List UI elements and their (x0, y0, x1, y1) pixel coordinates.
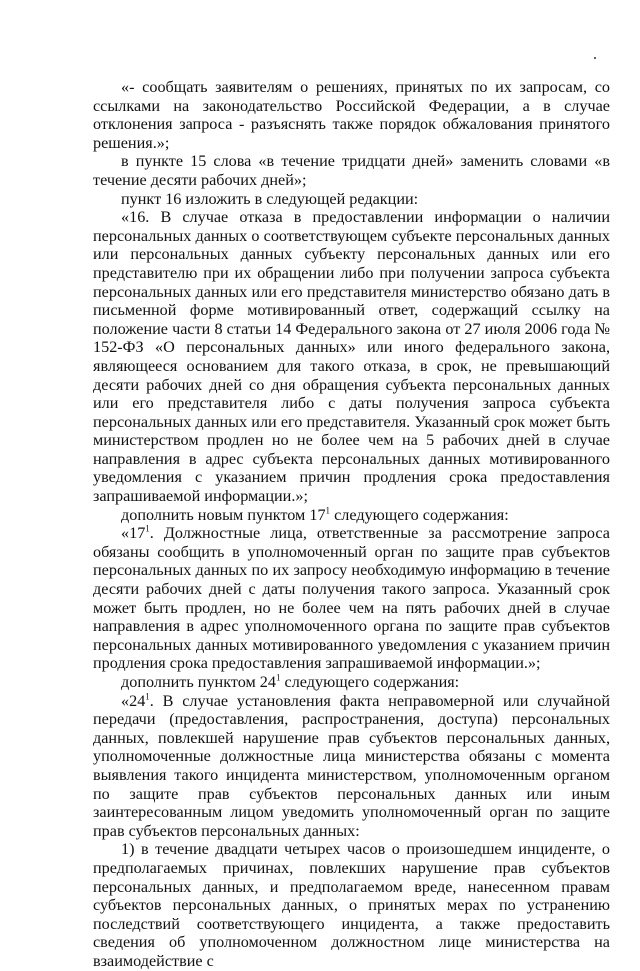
paragraph-2: в пункте 15 слова «в течение тридцати дней» заменить словами «в течение десяти рабочих дней»; (93, 152, 610, 189)
paragraph-1: «- сообщать заявителям о решениях, принятых по их запросам, со ссылками на законодательство Российской Федерации, а в случае отклонения запроса - разъяснять также порядок обжалования принятого решения.»; (93, 78, 610, 152)
scan-speck (594, 57, 596, 59)
superscript: 1 (145, 691, 150, 702)
paragraph-5: дополнить новым пунктом $17^1$ следующего содержания: (121, 505, 509, 524)
superscript: 1 (275, 672, 281, 683)
paragraph-4-point-16: «16. В случае отказа в предоставлении информации о наличии персональных данных о соответствующем субъекте персональных данных или персональных данных субъекту персональных данных или его представителю при их обращении либо при получении запроса субъекта персональных данных или его представителя министерство обязано дать в письменной форме мотивированный ответ, содержащий ссылку на положение части 8 статьи 14 Федерального закона от 27 июля 2006 года № 152-ФЗ «О персональных данных» или иного федерального закона, являющееся основанием для такого отказа, в срок, не превышающий десяти рабочих дней со дня обращения субъекта персональных данных или его представителя либо с даты получения запроса субъекта персональных данных или его представителя. Указанный срок может быть министерством продлен но не более чем на 5 рабочих дней в случае направления в адрес субъекта персональных данных мотивированного уведомления с указанием причин продления срока предоставления запрашиваемой информации.»; (93, 208, 610, 506)
superscript: 1 (145, 523, 150, 534)
paragraph-9-subpoint-1: 1) в течение двадцати четырех часов о произошедшем инциденте, о предполагаемых причинах, повлекших нарушение прав субъектов персональных данных, и предполагаемом вреде, нанесенном правам субъектов персональных данных, о принятых мерах по устранению последствий соответствующего инцидента, а также предоставить сведения об уполномоченном должностном лице министерства на взаимодействие с (93, 840, 610, 970)
paragraph-6-point-17-1: «$17^1$. Должностные лица, ответственные за рассмотрение запроса обязаны сообщить в уполномоченный орган по защите прав субъектов персональных данных по их запросу необходимую информацию в течение десяти рабочих дней с даты получения такого запроса. Указанный срок может быть продлен, но не более чем на пять рабочих дней в случае направления в адрес уполномоченного органа по защите прав субъектов персональных данных мотивированного уведомления с указанием причин продления срока предоставления запрашиваемой информации.»; (93, 523, 610, 673)
superscript: 1 (325, 505, 331, 516)
paragraph-7: дополнить пунктом $24^1$ следующего содержания: (121, 672, 460, 691)
paragraph-8-point-24-1: «$24^1$. В случае установления факта неправомерной или случайной передачи (предоставления, распространения, доступа) персональных данных, повлекшей нарушение прав субъектов персональных данных, уполномоченные должностные лица министерства обязаны с момента выявления такого инцидента министерством, уполномоченным органом по защите прав субъектов персональных данных или иным заинтересованным лицом уведомить уполномоченный орган по защите прав субъектов персональных данных: (93, 691, 610, 840)
paragraph-3: пункт 16 изложить в следующей редакции: (121, 189, 419, 208)
